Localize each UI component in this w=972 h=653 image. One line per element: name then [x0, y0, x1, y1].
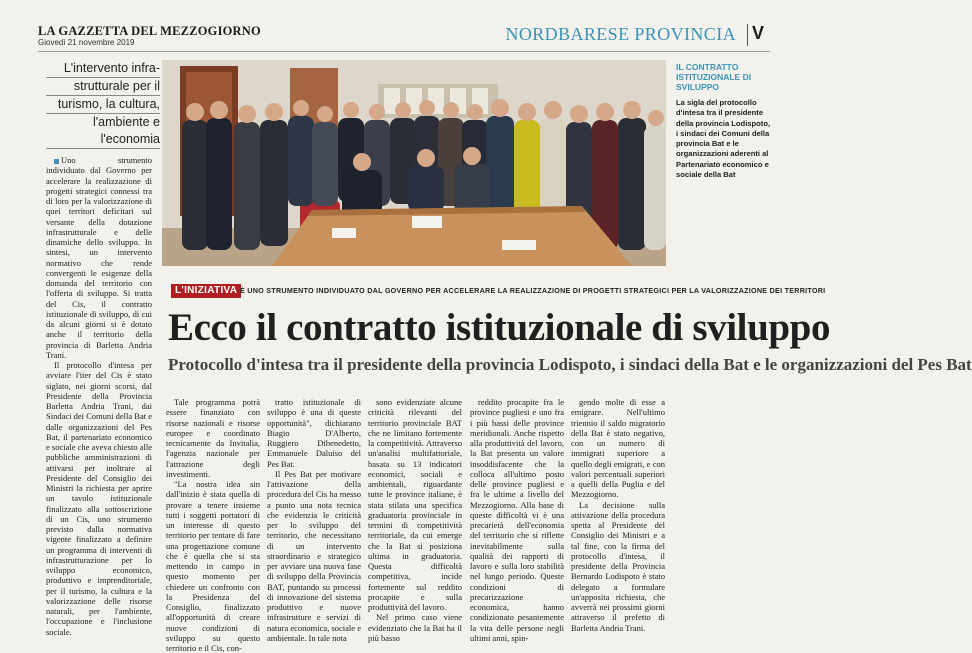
body-paragraph: gendo molte di esse a emigrare. Nell'ultimo triennio il saldo migratorio della Bat è stato negativo, con un numero di immigrati superiore a quello degli emigrati, e con valori percentuali superiori a quelli della Puglia e del Mezzogiorno. — [571, 397, 665, 500]
pull-quote — [46, 60, 160, 149]
body-paragraph: Il Pes Bat per motivare l'attivazione della procedura del Cis ha messo a punto una nota tecnica che evidenzia le criticità per lo sviluppo del territorio, che necessitano di un intervento straordinario e strategico per avviare una nuova fase di sviluppo della Provincia BAT, puntando su processi di innovazione del sistema produttivo e nuove infrastrutture e servizi di natura economica, sociale e ambientale. In tale nota — [267, 468, 361, 643]
body-paragraph: sono evidenziate alcune criticità rilevanti del territorio provinciale BAT che ne limitano fortemente la competitività. Attraverso un'analisi multifattoriale, basata su 13 indicatori economici, sociali e ambientali, riguardante tutte le province italiane, è stata stilata una specifica graduatoria provinciale in termini di competitività territoriale, da cui emerge che la Bat si posiziona ultima in graduatoria. Questa difficoltà competitiva, incide fortemente sul reddito procapite e sulla produttività del lavoro. — [368, 397, 462, 612]
body-paragraph: La decisione sulla attivazione della procedura spetta al Presidente del Consiglio dei Ministri e a tal fine, con la firma del protocollo d'intesa, il presidente della Provincia Bernardo Lodispoto è stato delegato a formulare un'apposita richiesta, che avverrà nei prossimi giorni attraverso il prefetto di Barletta Andria Trani. — [571, 499, 665, 633]
photo-caption-title: IL CONTRATTO ISTITUZIONALE DI SVILUPPO — [676, 62, 752, 92]
pull-quote-line: strutturale per il — [46, 78, 160, 96]
body-column-1 — [166, 397, 260, 653]
body-paragraph: reddito procapite fra le province pugliesi e uno fra i più bassi delle province meridionali. Anche rispetto alla produttività del lavoro, la Bat presenta un valore insoddisfacente che la colloca all'ultimo posto delle province pugliesi e fra le ultime a livello del Mezzogiorno. Alla base di queste difficoltà vi è una precarietà dell'economia del territorio che si riflette inevitabilmente sulla qualità dei rapporti di lavoro e sulla loro stabilità nel lungo periodo. Queste condizioni di precarizzazione economica, hanno condizionato pesantemente la vita delle persone negli ultimi anni, spin- — [470, 397, 564, 643]
lead-paragraph — [46, 155, 152, 360]
publication-date: Giovedì 21 novembre 2019 — [38, 38, 135, 47]
body-column-3 — [368, 397, 462, 643]
body-paragraph: "La nostra idea sin dall'inizio è stata quella di provare a tenere insieme tutti i soggetti portatori di un interesse di questo territorio per tentare di fare una progettazione comune che è quella che si sta mettendo in campo in questo momento per chiedere un confronto con la Presidenza del Consiglio, finalizzato all'opportunità di creare nuove condizioni di sviluppo su questo territorio e il Cis, con- — [166, 479, 260, 653]
group-photo-icon — [162, 60, 666, 266]
body-column-2 — [267, 397, 361, 643]
group-photo — [162, 60, 666, 266]
pull-quote-line: L'intervento infra- — [46, 60, 160, 78]
header-divider — [747, 24, 748, 46]
kicker-text: È UNO STRUMENTO INDIVIDUATO DAL GOVERNO PER ACCELERARE LA REALIZZAZIONE DI PROGETTI STRATEGICI PER LA VALORIZZAZIONE DEI TERRITORI — [240, 286, 826, 295]
page-label: V — [751, 23, 764, 43]
body-paragraph: Il protocollo d'intesa per avviare l'iter del Cis è stato siglato, nei giorni scorsi, dal Presidente della Provincia Barletta Andria Trani, dai Sindaci dei Comuni della Bat e dalle organizzazioni del Pes Bat, il partenariato economico e sociale che aveva chiesto alle pubbliche amministrazioni di attivarsi per inoltrare al Presidente del Consiglio dei Ministri la richiesta per aprire un tavolo istituzionale finalizzato alla sottoscrizione di un Cis, uno strumento previsto dalla normativa vigente finalizzato a definire un programma di interventi di infrastrutturazione per lo sviluppo economico, produttivo e imprenditoriale, per il turismo, la cultura e la valorizzazione delle risorse naturali, per l'ambiente, l'occupazione e l'inclusione sociale. — [46, 360, 152, 637]
headline: Ecco il contratto istituzionale di sviluppo — [168, 306, 831, 349]
body-paragraph: Nel primo caso viene evidenziato che la Bat ha il più basso — [368, 612, 462, 643]
page-header — [38, 22, 770, 52]
body-paragraph: Tale programma potrà essere finanziato con risorse nazionali e risorse europee e coordinato tecnicamente da Invitalia, l'agenzia nazionale per l'attrazione degli investimenti. — [166, 397, 260, 479]
pull-quote-line: l'ambiente e l'economia — [46, 114, 160, 149]
body-column-4 — [470, 397, 564, 643]
photo-caption-text: La sigla del protocollo d'intesa tra il presidente della provincia Lodispoto, i sindaci dei Comuni della provincia Bat e le organizzazioni aderenti al Partenariato economico e sociale della Bat — [676, 98, 771, 180]
subheadline: Protocollo d'intesa tra il presidente della provincia Lodispoto, i sindaci della Bat e le organizzazioni del Pes Bat — [168, 355, 972, 374]
lead-column — [46, 155, 152, 637]
masthead: LA GAZZETTA DEL MEZZOGIORNO — [38, 24, 261, 38]
body-column-5 — [571, 397, 665, 633]
lead-paragraph-text: Uno strumento individuato dal Governo per accelerare la realizzazione di progetti strategici connessi tra di loro per la valorizzazione di quei territori deficitari sul versante della dotazione infrastrutturale e delle dinamiche dello sviluppo. In sintesi, un intervento normativo che rende convergenti le esigenze della domanda del territorio con l'offerta di sviluppo. Si tratta del Cis, il contratto istituzionale di sviluppo, di cui da alcuni giorni si è dotato anche il territorio della provincia di Barletta Andria Trani. — [46, 155, 152, 360]
kicker-label: L'INIZIATIVA — [171, 284, 241, 298]
section-title: NORDBARESE PROVINCIA — [505, 24, 736, 44]
pull-quote-line: turismo, la cultura, — [46, 96, 160, 114]
bullet-square-icon — [54, 159, 59, 164]
body-paragraph: tratto istituzionale di sviluppo è una di queste opportunità", dichiarano Biagio D'Alberto, Ruggiero Dibenedetto, Emmanuele Daluiso del Pes Bat. — [267, 397, 361, 469]
